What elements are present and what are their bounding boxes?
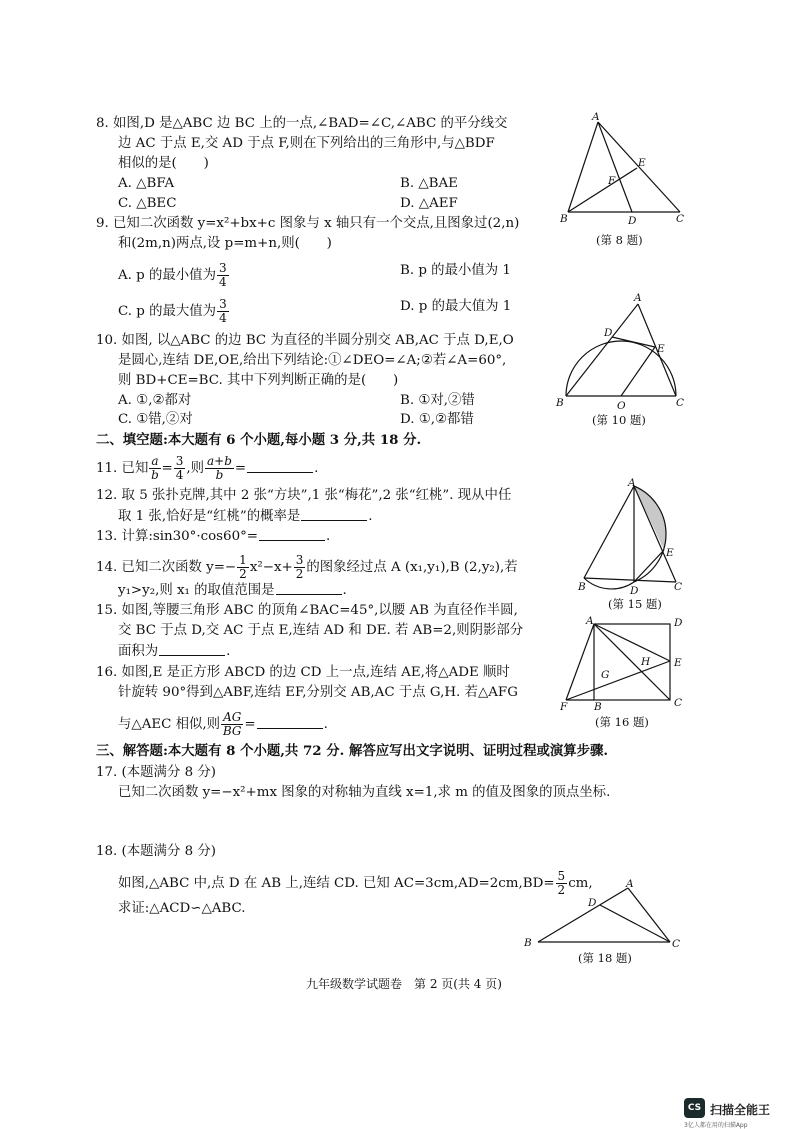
q8-option-d: D. △AEF <box>400 196 458 211</box>
q10-line3: 则 BD+CE=BC. 其中下列判断正确的是( ) <box>118 373 399 388</box>
frac-num: 3 <box>218 261 227 275</box>
q10-option-c: C. ①错,②对 <box>118 412 193 427</box>
frac-den: 2 <box>557 883 566 897</box>
frac-den: 4 <box>219 311 227 325</box>
q9-option-a-frac <box>217 262 229 289</box>
caption-q16: (第 16 题) <box>595 715 649 729</box>
q16-line2: 针旋转 90°得到△ABF,连结 EF,分别交 AB,AC 于点 G,H. 若△AFG <box>118 685 518 700</box>
q8-line3: 相似的是( ) <box>118 156 209 171</box>
q12-answer-blank[interactable] <box>301 507 367 521</box>
section-fill-in-heading: 二、填空题:本大题有 6 个小题,每小题 3 分,共 18 分. <box>96 432 422 448</box>
frac-num: 5 <box>557 869 566 883</box>
caption-q8: (第 8 题) <box>596 233 643 247</box>
q12-line2 <box>118 507 373 526</box>
frac-den: BG <box>222 724 242 738</box>
q18-line1-post: cm, <box>568 876 593 891</box>
q9-line1: 9. 已知二次函数 y=x²+bx+c 图象与 x 轴只有一个交点,且图象过(2,n) <box>96 216 520 231</box>
fig16-label-c: C <box>674 697 683 709</box>
q10-line1: 10. 如图, 以△ABC 的边 BC 为直径的半圆分别交 AB,AC 于点 D,E,O <box>96 333 514 348</box>
q16-line3 <box>118 711 328 738</box>
q8-option-b: B. △BAE <box>400 176 458 191</box>
q9-option-c-frac <box>217 298 229 325</box>
fig10-label-b: B <box>556 397 564 409</box>
fig16-label-b: B <box>594 701 602 713</box>
q13-answer-blank[interactable] <box>259 527 325 541</box>
figure-q16 <box>556 612 691 712</box>
q9-option-b: B. p 的最小值为 1 <box>400 263 511 278</box>
q13-end: . <box>326 529 331 544</box>
frac-den: 4 <box>218 275 227 289</box>
q12-end: . <box>368 509 373 524</box>
q15-line2: 交 BC 于点 D,交 AC 于点 E,连结 AD 和 DE. 若 AB=2,则阴影部分 <box>118 623 524 638</box>
q9-option-a <box>118 262 230 289</box>
q18-line2: 求证:△ACD∽△ABC. <box>118 901 246 916</box>
q14-line1 <box>96 554 518 581</box>
scanner-tagline: 3亿人都在用的扫描App <box>684 1122 748 1129</box>
fig10-label-a: A <box>634 292 642 304</box>
q16-line1: 16. 如图,E 是正方形 ABCD 的边 CD 上一点,连结 AE,将△ADE 顺时 <box>96 665 510 680</box>
q9-line2: 和(2m,n)两点,设 p=m+n,则( ) <box>118 236 332 251</box>
fig8-label-e: E <box>638 157 646 169</box>
fig10-label-d: D <box>604 327 613 339</box>
fig10-label-c: C <box>676 397 685 409</box>
q11-frac-a-b <box>149 455 160 482</box>
frac-num: 1 <box>239 553 247 567</box>
scanner-logo-icon: CS <box>684 1098 705 1118</box>
fig18-label-b: B <box>524 937 532 949</box>
q11-prefix: 11. 已知 <box>96 461 149 476</box>
q10-line2: 是圆心,连结 DE,OE,给出下列结论:①∠DEO=∠A;②若∠A=60°, <box>118 353 507 368</box>
fig8-label-b: B <box>560 213 568 225</box>
q18-header: 18. (本题满分 8 分) <box>96 844 216 859</box>
fig16-label-a: A <box>586 615 594 627</box>
q8-option-c: C. △BEC <box>118 196 177 211</box>
q14-prefix: 14. 已知二次函数 y=− <box>96 560 237 575</box>
q11-post: = <box>234 461 247 476</box>
frac-den: 4 <box>175 468 184 482</box>
q13-text: 13. 计算:sin30°·cos60°= <box>96 529 259 544</box>
fig16-label-f: F <box>560 701 568 713</box>
fig8-label-c: C <box>676 213 685 225</box>
figure-q8-svg <box>560 112 690 227</box>
q16-frac-ag-bg <box>221 711 243 738</box>
q16-post: = <box>244 717 256 732</box>
q15-end: . <box>226 644 231 659</box>
fig18-label-a: A <box>626 878 634 890</box>
fig16-label-d: D <box>674 617 683 629</box>
scanner-brand-name: 扫描全能王 <box>710 1103 771 1117</box>
q13 <box>96 527 330 546</box>
fig16-label-e: E <box>674 657 682 669</box>
q8-line1: 8. 如图,D 是△ABC 边 BC 上的一点,∠BAD=∠C,∠ABC 的平分线交 <box>96 116 508 131</box>
frac-den: b <box>215 468 224 482</box>
frac-num: 3 <box>295 553 304 567</box>
q18-line1-text: 如图,△ABC 中,点 D 在 AB 上,连结 CD. 已知 AC=3cm,AD=2cm,BD= <box>118 876 555 891</box>
figure-q10 <box>556 292 691 410</box>
fig10-label-e: E <box>657 343 665 355</box>
frac-num: 3 <box>175 454 184 468</box>
q14-mid: x²−x+ <box>249 560 293 575</box>
q16-answer-blank[interactable] <box>257 715 323 729</box>
q11-end: . <box>314 461 319 476</box>
q15-line1: 15. 如图,等腰三角形 ABC 的顶角∠BAC=45°,以腰 AB 为直径作半圆, <box>96 603 518 618</box>
fig16-label-g: G <box>601 669 610 681</box>
fig15-label-d: D <box>630 585 639 597</box>
q14-line2 <box>118 581 347 600</box>
q17-header: 17. (本题满分 8 分) <box>96 765 216 780</box>
frac-den: 2 <box>295 567 304 581</box>
figure-q8 <box>560 112 690 227</box>
q14-post: 的图象经过点 A (x₁,y₁),B (2,y₂),若 <box>306 560 518 575</box>
fig15-label-a: A <box>628 477 636 489</box>
figure-q18-svg <box>520 874 690 950</box>
section-solutions-heading: 三、解答题:本大题有 8 个小题,共 72 分. 解答应写出文字说明、证明过程或演算步骤. <box>96 743 609 759</box>
fig8-label-f: F <box>608 175 616 187</box>
frac-den: 2 <box>239 567 247 581</box>
figure-q15 <box>576 477 686 597</box>
q8-option-a: A. △BFA <box>118 176 175 191</box>
fig15-label-e: E <box>666 547 674 559</box>
fig18-label-d: D <box>588 897 597 909</box>
figure-q10-svg <box>556 292 691 410</box>
q9-option-c-text: C. p 的最大值为 <box>118 304 217 319</box>
fig8-label-d: D <box>628 215 637 227</box>
figure-q16-svg <box>556 612 691 712</box>
q10-option-d: D. ①,②都错 <box>400 412 474 427</box>
q16-line3-text: 与△AEC 相似,则 <box>118 717 221 732</box>
q9-option-a-text: A. p 的最小值为 <box>118 268 216 283</box>
q9-option-c <box>118 298 230 325</box>
fig15-label-b: B <box>578 581 586 593</box>
q12-line2-text: 取 1 张,恰好是“红桃”的概率是 <box>118 509 301 524</box>
q10-option-a: A. ①,②都对 <box>118 393 192 408</box>
caption-q15: (第 15 题) <box>608 597 662 611</box>
fig8-label-a: A <box>592 111 600 123</box>
q15-answer-blank[interactable] <box>159 642 225 656</box>
q11 <box>96 455 318 482</box>
q17-body: 已知二次函数 y=−x²+mx 图象的对称轴为直线 x=1,求 m 的值及图象的顶点坐标. <box>118 785 611 800</box>
frac-num: 3 <box>219 297 227 311</box>
q14-answer-blank[interactable] <box>276 581 342 595</box>
fig16-label-h: H <box>641 656 651 668</box>
frac-num: AG <box>223 710 242 724</box>
q16-end: . <box>323 717 328 732</box>
q15-line3 <box>118 642 230 661</box>
frac-den: b <box>151 468 159 482</box>
caption-q10: (第 10 题) <box>592 413 646 427</box>
q15-line3-text: 面积为 <box>118 644 159 659</box>
q14-frac-1-2 <box>237 554 249 581</box>
figure-q18 <box>520 874 690 950</box>
caption-q18: (第 18 题) <box>578 951 632 965</box>
page-footer: 九年级数学试题卷 第 2 页(共 4 页) <box>306 977 502 991</box>
fig18-label-c: C <box>672 938 681 950</box>
q14-end: . <box>342 583 347 598</box>
q14-frac-3-2 <box>294 554 306 581</box>
q8-line2: 边 AC 于点 E,交 AD 于点 F,则在下列给出的三角形中,与△BDF <box>118 136 495 151</box>
q11-answer-blank[interactable] <box>247 459 313 473</box>
fig10-label-o: O <box>617 400 626 412</box>
q11-frac-3-4 <box>174 455 186 482</box>
q12-line1: 12. 取 5 张扑克牌,其中 2 张“方块”,1 张“梅花”,2 张“红桃”. 现从中任 <box>96 488 512 503</box>
q10-option-b: B. ①对,②错 <box>400 393 475 408</box>
q14-line2-text: y₁>y₂,则 x₁ 的取值范围是 <box>118 583 275 598</box>
fig15-shaded-region <box>634 486 666 550</box>
figure-q15-svg <box>576 477 686 597</box>
q11-mid: ,则 <box>186 461 205 476</box>
q11-frac-sum <box>205 455 234 482</box>
q11-equals: = <box>161 461 173 476</box>
frac-num: a <box>151 454 159 468</box>
frac-num: a+b <box>207 454 232 468</box>
q9-option-d: D. p 的最大值为 1 <box>400 299 512 314</box>
fig15-label-c: C <box>674 581 683 593</box>
